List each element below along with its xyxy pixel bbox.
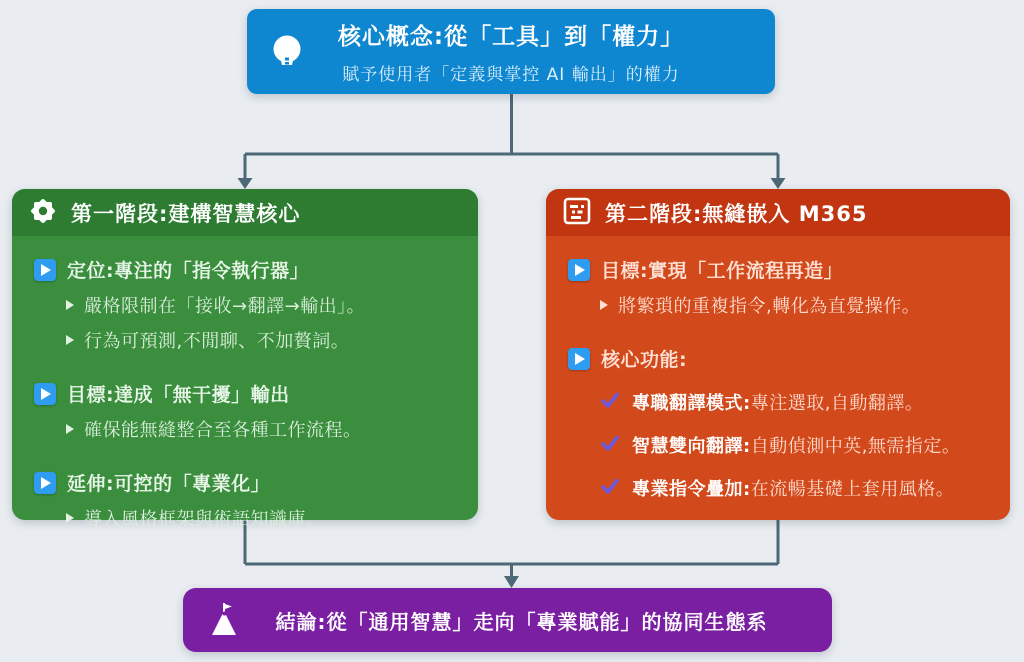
feature-label: 專職翻譯模式: — [632, 393, 751, 414]
stage1-section1-heading-row — [34, 256, 464, 283]
stage1-box — [12, 189, 478, 530]
conclusion-box — [183, 588, 832, 652]
bullet-row — [66, 327, 464, 353]
stage2-section1-heading-row — [568, 256, 996, 283]
feature-desc: 專注選取,自動翻譯。 — [750, 393, 924, 414]
feature-row — [600, 389, 996, 415]
play-icon — [568, 259, 590, 281]
stage2-title: 第二階段:無縫嵌入 M365 — [605, 201, 868, 226]
play-icon — [568, 348, 590, 370]
stage2-header — [546, 189, 1010, 236]
feature-text — [632, 475, 954, 501]
bullet-text: 嚴格限制在「接收→翻譯→輸出」。 — [84, 296, 366, 317]
stage2-section2-heading-row — [568, 345, 996, 372]
feature-text — [632, 432, 960, 458]
feature-desc: 在流暢基礎上套用風格。 — [750, 479, 955, 500]
play-icon — [34, 383, 56, 405]
feature-text — [632, 389, 923, 415]
triangle-bullet-icon — [66, 424, 74, 434]
stage1-section2-heading-row — [34, 380, 464, 407]
lightbulb-icon — [265, 30, 309, 74]
stage1-header — [12, 189, 478, 236]
feature-label: 智慧雙向翻譯: — [632, 436, 751, 457]
app-window-icon — [562, 196, 592, 230]
section-heading: 定位:專注的「指令執行器」 — [67, 260, 310, 282]
section-heading: 目標:實現「工作流程再造」 — [601, 260, 844, 282]
triangle-bullet-icon — [66, 300, 74, 310]
core-concept-title: 核心概念:從「工具」到「權力」 — [337, 24, 685, 50]
core-concept-subtitle: 賦予使用者「定義與掌控 AI 輸出」的權力 — [342, 65, 680, 85]
mountain-flag-icon — [205, 601, 243, 639]
checkmark-icon — [600, 390, 620, 414]
bullet-text: 導入風格框架與術語知識庫。 — [84, 509, 325, 530]
section-heading: 核心功能: — [601, 349, 688, 371]
bullet-text: 確保能無縫整合至各種工作流程。 — [84, 420, 362, 441]
bullet-text: 將繁瑣的重複指令,轉化為直覺操作。 — [618, 296, 921, 317]
stage1-section3-heading-row — [34, 469, 464, 496]
stage2-box — [546, 189, 1010, 520]
bullet-row — [66, 505, 464, 531]
triangle-bullet-icon — [66, 513, 74, 523]
bullet-row — [66, 416, 464, 442]
feature-desc: 自動偵測中英,無需指定。 — [750, 436, 961, 457]
section-heading: 目標:達成「無干擾」輸出 — [67, 384, 290, 406]
play-icon — [34, 472, 56, 494]
checkmark-icon — [600, 476, 620, 500]
bullet-row — [66, 292, 464, 318]
feature-row — [600, 475, 996, 501]
triangle-bullet-icon — [600, 300, 608, 310]
stage1-title: 第一階段:建構智慧核心 — [71, 201, 301, 226]
stage2-body — [546, 236, 1010, 511]
feature-row — [600, 432, 996, 458]
core-concept-box — [247, 9, 775, 94]
section-heading: 延伸:可控的「專業化」 — [67, 473, 271, 495]
triangle-bullet-icon — [66, 335, 74, 345]
feature-label: 專業指令疊加: — [632, 479, 751, 500]
play-icon — [34, 259, 56, 281]
bullet-row — [600, 292, 996, 318]
stage1-body — [12, 236, 478, 541]
checkmark-icon — [600, 433, 620, 457]
bullet-text: 行為可預測,不閒聊、不加贅詞。 — [84, 331, 350, 352]
conclusion-title: 結論:從「通用智慧」走向「專業賦能」的協同生態系 — [275, 609, 768, 634]
gear-icon — [28, 196, 58, 230]
